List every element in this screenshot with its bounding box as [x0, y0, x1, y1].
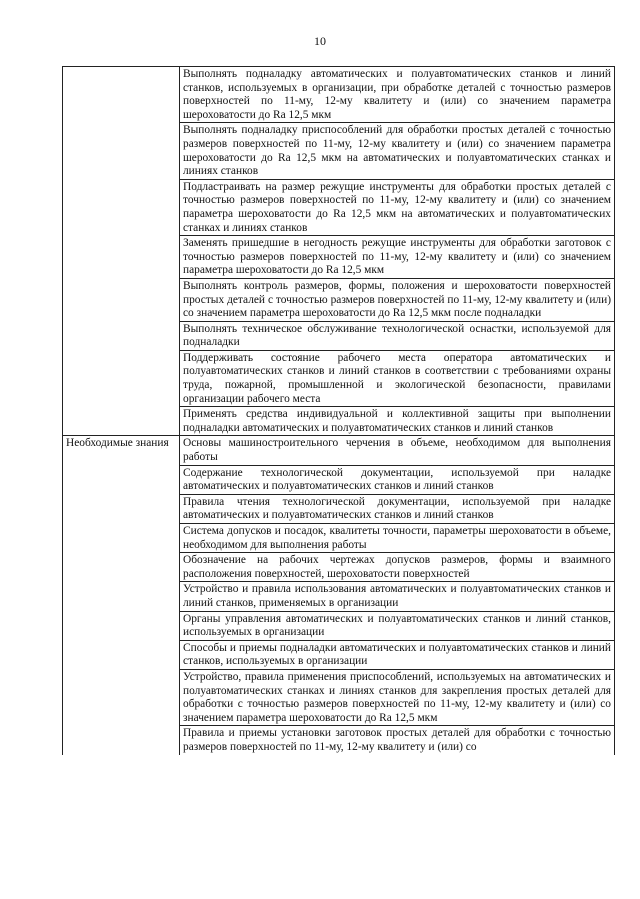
table-cell: Заменять пришедшие в негодность режущие инструменты для обработки заготовок с точностью размеров поверхностей по 11-му, 12-му квалитету и (или) со значением параметра шероховатости до Ra 12,5 мкм: [180, 236, 615, 279]
table-row: [63, 67, 615, 123]
table-cell: Система допусков и посадок, квалитеты точности, параметры шероховатости в объеме, необходимом для выполнения работы: [180, 524, 615, 553]
table-cell: Устройство и правила использования автоматических и полуавтоматических станков и линий станков, применяемых в организации: [180, 582, 615, 611]
table-cell: Подластраивать на размер режущие инструменты для обработки простых деталей с точностью размеров поверхностей по 11-му, 12-му квалитету и (или) со значением параметра шероховатости до Ra 12,5 мкм на автоматических и полуавтоматических станках и линиях станков: [180, 179, 615, 235]
skills-label-cell: [63, 67, 180, 436]
table-cell: Правила чтения технологической документации, используемой при наладке автоматических и полуавтоматических станков и линий станков: [180, 494, 615, 523]
table-cell: Органы управления автоматических и полуавтоматических станков и линий станков, используемых в организации: [180, 611, 615, 640]
knowledge-label-cell: Необходимые знания: [63, 436, 180, 755]
table-cell: Выполнять подналадку приспособлений для обработки простых деталей с точностью размеров поверхностей по 11-му, 12-му квалитету и (или) со значением параметра шероховатости до Ra 12,5 мкм на автоматических и полуавтоматических станках и линиях станков: [180, 123, 615, 179]
table-cell: Основы машиностроительного черчения в объеме, необходимом для выполнения работы: [180, 436, 615, 465]
table-cell: Способы и приемы подналадки автоматических и полуавтоматических станков и линий станков, используемых в организации: [180, 640, 615, 669]
table-cell: Поддерживать состояние рабочего места оператора автоматических и полуавтоматических станков и линий станков в соответствии с требованиями охраны труда, пожарной, промышленной и экологической безопасности, правилами организации рабочего места: [180, 350, 615, 406]
table-cell: Выполнять контроль размеров, формы, положения и шероховатости поверхностей простых деталей с точностью размеров поверхностей по 11-му, 12-му квалитету и (или) со значением параметра шероховатости до Ra 12,5 мкм после подналадки: [180, 278, 615, 321]
table-cell: Выполнять подналадку автоматических и полуавтоматических станков и линий станков, используемых в организации, при обработке деталей с точностью размеров поверхностей по 11-му, 12-му квалитету и (или) со значением параметра шероховатости до Ra 12,5 мкм: [180, 67, 615, 123]
table-cell: Содержание технологической документации, используемой при наладке автоматических и полуавтоматических станков и линий станков: [180, 465, 615, 494]
table-cell: Правила и приемы установки заготовок простых деталей для обработки с точностью размеров поверхностей по 11-му, 12-му квалитету и (или) со: [180, 726, 615, 755]
table-cell: Устройство, правила применения приспособлений, используемых на автоматических и полуавтоматических станках и линиях станков для закрепления простых деталей для обработки с точностью размеров поверхностей по 11-му, 12-му квалитету и (или) со значением параметра шероховатости до Ra 12,5 мкм: [180, 669, 615, 725]
page-number: 10: [314, 34, 326, 48]
table-cell: Применять средства индивидуальной и коллективной защиты при выполнении подналадки автоматических и полуавтоматических станков и линий станков: [180, 407, 615, 436]
requirements-table: [62, 66, 615, 755]
table-cell: Обозначение на рабочих чертежах допусков размеров, формы и взаимного расположения поверхностей, шероховатости поверхностей: [180, 553, 615, 582]
table-cell: Выполнять техническое обслуживание технологической оснастки, используемой для подналадки: [180, 321, 615, 350]
table-row: [63, 436, 615, 465]
